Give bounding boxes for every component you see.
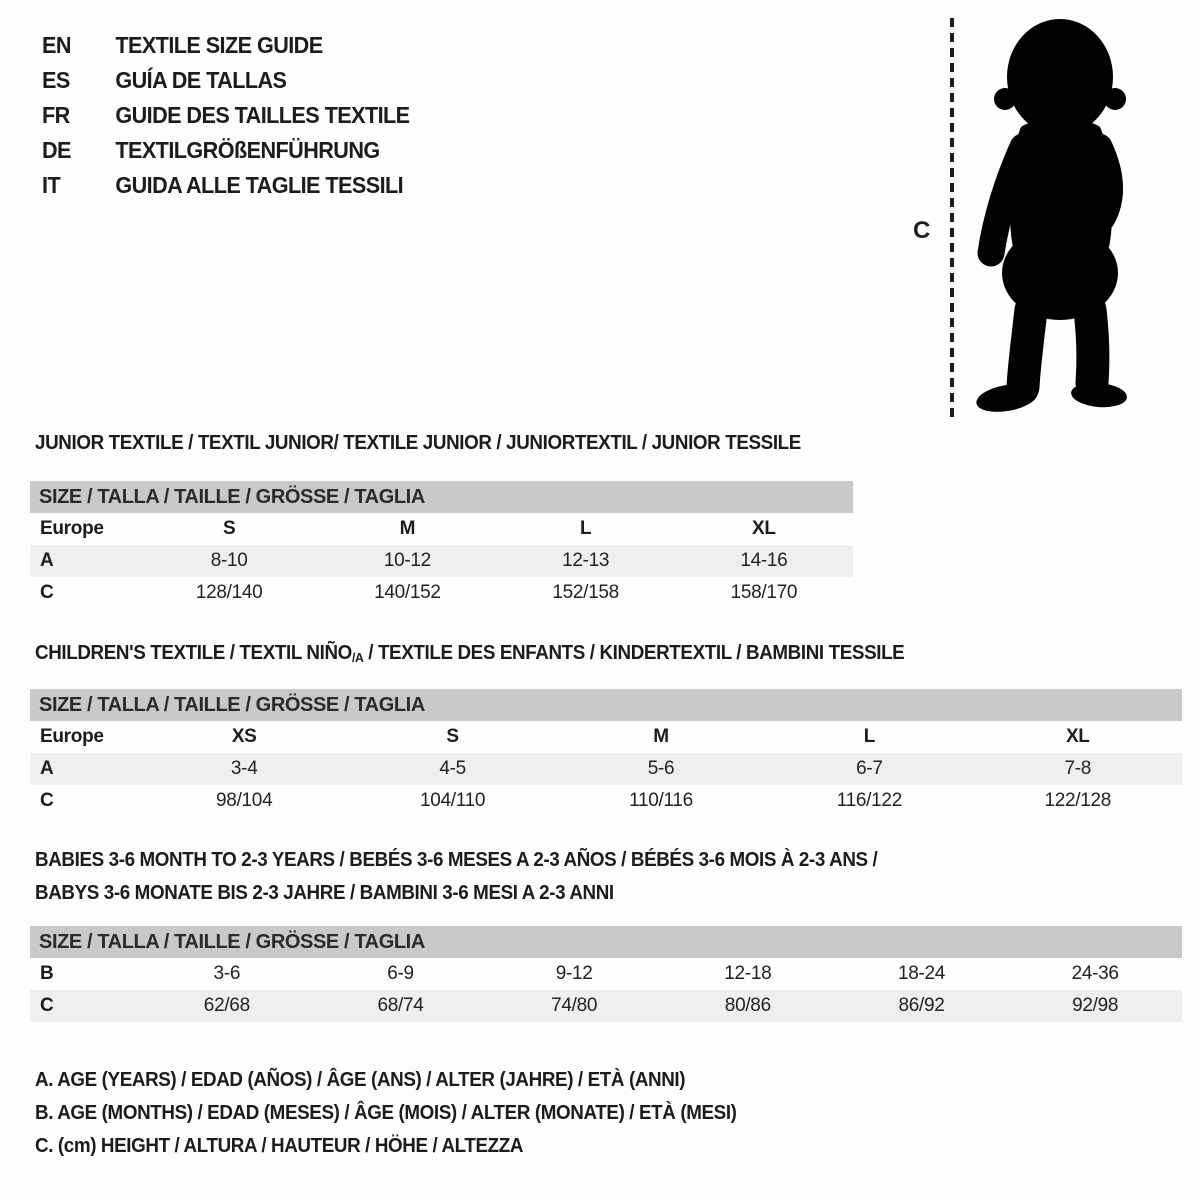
height-cell: 92/98 bbox=[1072, 995, 1119, 1016]
height-cell: 158/170 bbox=[730, 582, 798, 603]
size-cell: M bbox=[653, 726, 669, 747]
row-label: A bbox=[40, 758, 54, 779]
lang-code-de: DE bbox=[42, 137, 71, 163]
age-cell: 3-4 bbox=[230, 758, 258, 779]
junior-size-header-bar: SIZE / TALLA / TAILLE / GRÖSSE / TAGLIA bbox=[30, 481, 853, 513]
measure-legend bbox=[35, 1064, 781, 1163]
height-cell: 80/86 bbox=[724, 995, 771, 1016]
months-cell: 9-12 bbox=[555, 963, 593, 984]
guide-title-en: TEXTILE SIZE GUIDE bbox=[115, 32, 323, 58]
guide-title-fr: GUIDE DES TAILLES TEXTILE bbox=[115, 102, 410, 128]
junior-europe-row bbox=[30, 513, 853, 545]
row-label: C bbox=[40, 582, 54, 603]
size-cell: S bbox=[222, 518, 236, 539]
children-size-table bbox=[30, 689, 1182, 817]
header-row-fr bbox=[42, 98, 410, 133]
lang-code-es: ES bbox=[42, 67, 70, 93]
height-cell: 110/116 bbox=[629, 790, 693, 811]
header-row-de bbox=[42, 133, 410, 168]
height-cell: 128/140 bbox=[195, 582, 263, 603]
height-cell: 116/122 bbox=[836, 790, 902, 811]
babies-size-header-bar: SIZE / TALLA / TAILLE / GRÖSSE / TAGLIA bbox=[30, 926, 1182, 958]
size-cell: L bbox=[863, 726, 876, 747]
age-cell: 10-12 bbox=[383, 550, 431, 571]
children-section-title bbox=[35, 642, 904, 665]
header-row-en bbox=[42, 28, 410, 63]
age-cell: 14-16 bbox=[740, 550, 788, 571]
row-label: A bbox=[40, 550, 54, 571]
row-label: C bbox=[40, 790, 54, 811]
lang-code-fr: FR bbox=[42, 102, 70, 128]
size-cell: M bbox=[399, 518, 416, 539]
size-cell: L bbox=[579, 518, 592, 539]
lang-code-en: EN bbox=[42, 32, 71, 58]
size-cell: XL bbox=[1065, 726, 1090, 747]
height-cell: 104/110 bbox=[420, 790, 486, 811]
months-cell: 24-36 bbox=[1071, 963, 1119, 984]
height-measure-label: C bbox=[913, 217, 931, 244]
height-cell: 86/92 bbox=[898, 995, 945, 1016]
size-cell: XS bbox=[231, 726, 257, 747]
months-cell: 3-6 bbox=[213, 963, 241, 984]
babies-months-row bbox=[30, 958, 1182, 990]
row-label: C bbox=[40, 995, 54, 1016]
months-cell: 12-18 bbox=[724, 963, 772, 984]
months-cell: 18-24 bbox=[897, 963, 946, 984]
months-cell: 6-9 bbox=[387, 963, 414, 984]
legend-age-months: B. AGE (MONTHS) / EDAD (MESES) / ÂGE (MOIS) / ALTER (MONATE) / ETÀ (MESI) bbox=[35, 1102, 737, 1124]
guide-title-de: TEXTILGRÖßENFÜHRUNG bbox=[115, 137, 380, 163]
height-cell: 74/80 bbox=[551, 995, 598, 1016]
age-cell: 8-10 bbox=[210, 550, 248, 571]
children-size-header-bar: SIZE / TALLA / TAILLE / GRÖSSE / TAGLIA bbox=[30, 689, 1182, 721]
language-header bbox=[42, 28, 433, 203]
children-title-main: CHILDREN'S TEXTILE / TEXTIL NIÑO bbox=[35, 642, 352, 664]
height-cell: 68/74 bbox=[377, 995, 424, 1016]
header-row-it bbox=[42, 168, 410, 203]
legend-age-years: A. AGE (YEARS) / EDAD (AÑOS) / ÂGE (ANS) / ALTER (JAHRE) / ETÀ (ANNI) bbox=[35, 1069, 686, 1091]
babies-height-row bbox=[30, 990, 1182, 1022]
header-row-es bbox=[42, 63, 410, 98]
age-cell: 4-5 bbox=[439, 758, 466, 779]
guide-title-es: GUÍA DE TALLAS bbox=[115, 67, 287, 93]
toddler-figure-block bbox=[905, 10, 1175, 430]
row-label: Europe bbox=[40, 518, 104, 539]
age-cell: 12-13 bbox=[562, 550, 610, 571]
row-label: Europe bbox=[40, 726, 104, 747]
height-cell: 62/68 bbox=[203, 995, 250, 1016]
children-title-sub: /A bbox=[351, 650, 364, 665]
babies-size-table bbox=[30, 926, 1182, 1022]
babies-section-title-line2: BABYS 3-6 MONATE BIS 2-3 JAHRE / BAMBINI 3-6 MESI A 2-3 ANNI bbox=[35, 882, 614, 904]
toddler-silhouette-image bbox=[963, 15, 1153, 420]
children-height-row bbox=[30, 785, 1182, 817]
junior-age-row bbox=[30, 545, 853, 577]
children-europe-row bbox=[30, 721, 1182, 753]
height-cell: 98/104 bbox=[216, 790, 273, 811]
height-cell: 152/158 bbox=[552, 582, 619, 603]
guide-title-it: GUIDA ALLE TAGLIE TESSILI bbox=[115, 172, 404, 198]
age-cell: 6-7 bbox=[856, 758, 883, 779]
age-cell: 7-8 bbox=[1064, 758, 1092, 779]
height-cell: 122/128 bbox=[1044, 790, 1112, 811]
size-cell: XL bbox=[752, 518, 776, 539]
junior-size-table bbox=[30, 481, 853, 609]
lang-code-it: IT bbox=[42, 172, 61, 198]
height-cell: 140/152 bbox=[374, 582, 441, 603]
height-dotted-line bbox=[950, 18, 954, 418]
row-label: B bbox=[40, 963, 54, 984]
junior-section-title: JUNIOR TEXTILE / TEXTIL JUNIOR/ TEXTILE JUNIOR / JUNIORTEXTIL / JUNIOR TESSILE bbox=[35, 432, 801, 454]
size-cell: S bbox=[446, 726, 459, 747]
junior-height-row bbox=[30, 577, 853, 609]
children-age-row bbox=[30, 753, 1182, 785]
babies-section-title-line1: BABIES 3-6 MONTH TO 2-3 YEARS / BEBÉS 3-6 MESES A 2-3 AÑOS / BÉBÉS 3-6 MOIS À 2-3 ANS / bbox=[35, 849, 878, 871]
legend-height-cm: C. (cm) HEIGHT / ALTURA / HAUTEUR / HÖHE / ALTEZZA bbox=[35, 1135, 524, 1157]
children-title-rest: / TEXTILE DES ENFANTS / KINDERTEXTIL / BAMBINI TESSILE bbox=[363, 642, 905, 664]
age-cell: 5-6 bbox=[647, 758, 675, 779]
